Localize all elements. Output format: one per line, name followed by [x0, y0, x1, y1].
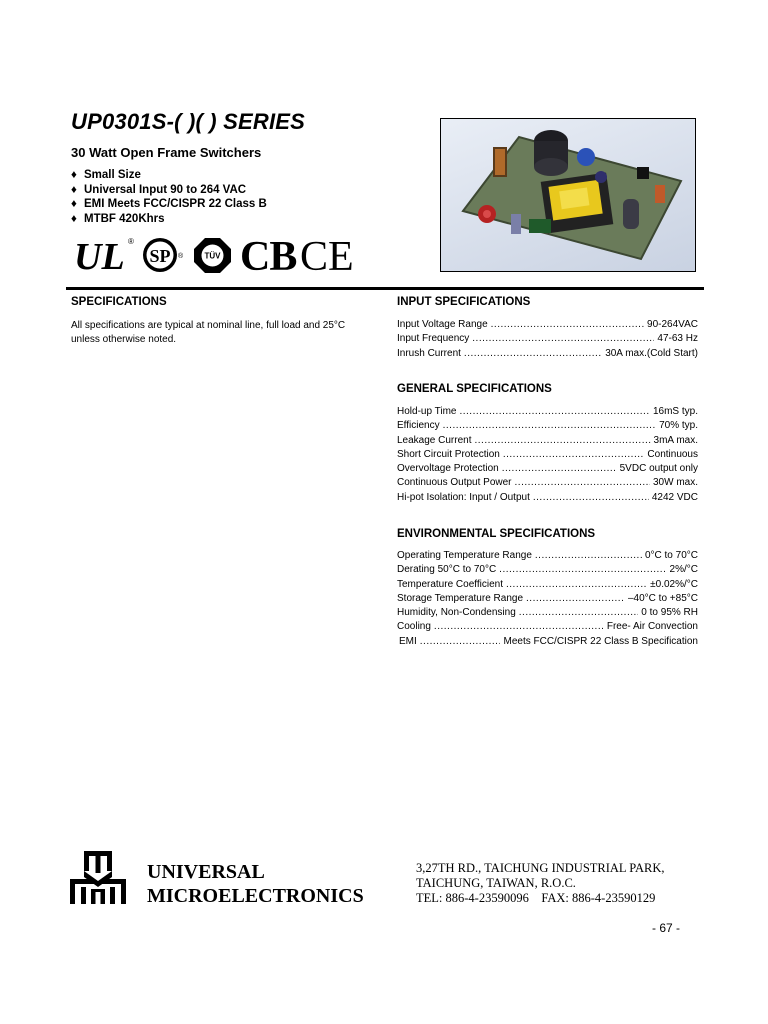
environmental-specs-heading: ENVIRONMENTAL SPECIFICATIONS — [397, 528, 596, 540]
feature-item: ♦ EMI Meets FCC/CISPR 22 Class B — [71, 198, 267, 210]
diamond-bullet-icon: ♦ — [71, 212, 77, 225]
spec-row: Efficiency ..... 70% typ. — [397, 419, 698, 433]
cb-mark-icon — [240, 235, 296, 275]
diamond-bullet-icon: ♦ — [71, 169, 77, 181]
input-specs-list — [397, 318, 698, 361]
diamond-bullet-icon: ♦ — [71, 198, 77, 210]
input-specs-heading: INPUT SPECIFICATIONS — [397, 296, 531, 308]
page-title: UP0301S-( )( ) SERIES — [71, 109, 306, 134]
svg-text:®: ® — [178, 253, 184, 260]
tuv-mark-icon — [194, 238, 231, 273]
company-name: UNIVERSAL MICROELECTRONICS — [147, 861, 364, 907]
spec-row: Inrush Current ..... 30A max.(Cold Start) — [397, 347, 698, 361]
general-specs-list — [397, 405, 698, 505]
spec-row: Storage Temperature Range ..... –40°C to +85°C — [397, 592, 698, 606]
spec-row: Short Circuit Protection ..... Continuous — [397, 448, 698, 462]
spec-row: Cooling ..... Free- Air Convection — [397, 620, 698, 634]
spec-row: Temperature Coefficient ..... ±0.02%/°C — [397, 578, 698, 592]
contact-numbers: TEL: 886-4-23590096 FAX: 886-4-23590129 — [416, 891, 656, 905]
specifications-note: All specifications are typical at nominal line, full load and 25°C unless otherwise noted. — [71, 320, 346, 346]
product-photo — [440, 118, 696, 272]
page-number: - 67 - — [652, 921, 681, 935]
company-address: 3,27TH RD., TAICHUNG INDUSTRIAL PARK, TAICHUNG, TAIWAN, R.O.C. TEL: 886-4-23590096 FAX: 886-4-23590129 — [416, 861, 665, 905]
spec-row: Leakage Current ..... 3mA max. — [397, 434, 698, 448]
specifications-heading: SPECIFICATIONS — [71, 296, 167, 308]
general-specs-heading: GENERAL SPECIFICATIONS — [397, 383, 552, 395]
page-subtitle: 30 Watt Open Frame Switchers — [71, 145, 262, 160]
spec-row: Continuous Output Power ..... 30W max. — [397, 476, 698, 490]
ce-mark-icon — [300, 235, 354, 275]
feature-item: ♦ MTBF 420Khrs — [71, 212, 165, 225]
feature-item: ♦ Small Size — [71, 169, 141, 181]
section-divider — [66, 287, 704, 290]
svg-text:®: ® — [128, 237, 134, 246]
svg-text:UL: UL — [74, 236, 125, 275]
certification-marks — [74, 235, 366, 275]
svg-text:SP: SP — [149, 246, 171, 266]
spec-row: Overvoltage Protection ..... 5VDC output only — [397, 462, 698, 476]
feature-list — [71, 168, 267, 226]
spec-row: EMI ..... Meets FCC/CISPR 22 Class B Specification — [397, 635, 698, 649]
ul-mark-icon — [74, 236, 134, 275]
svg-text:TÜV: TÜV — [204, 251, 221, 261]
spec-row: Input Voltage Range ..... 90-264VAC — [397, 318, 698, 332]
feature-item: ♦ Universal Input 90 to 264 VAC — [71, 183, 247, 196]
company-logo-icon — [70, 851, 126, 904]
csa-mark-icon — [143, 238, 184, 272]
environmental-specs-list — [397, 549, 698, 649]
diamond-bullet-icon: ♦ — [71, 183, 77, 196]
svg-text:CB: CB — [240, 235, 297, 275]
power-supply-board-image — [441, 119, 695, 271]
svg-text:CE: CE — [300, 235, 354, 275]
spec-row: Humidity, Non-Condensing ..... 0 to 95% RH — [397, 606, 698, 620]
spec-row: Operating Temperature Range ..... 0°C to 70°C — [397, 549, 698, 563]
spec-row: Hi-pot Isolation: Input / Output ..... 4242 VDC — [397, 491, 698, 505]
spec-row: Input Frequency ..... 47-63 Hz — [397, 332, 698, 346]
spec-row: Derating 50°C to 70°C ..... 2%/°C — [397, 563, 698, 577]
spec-row: Hold-up Time ..... 16mS typ. — [397, 405, 698, 419]
